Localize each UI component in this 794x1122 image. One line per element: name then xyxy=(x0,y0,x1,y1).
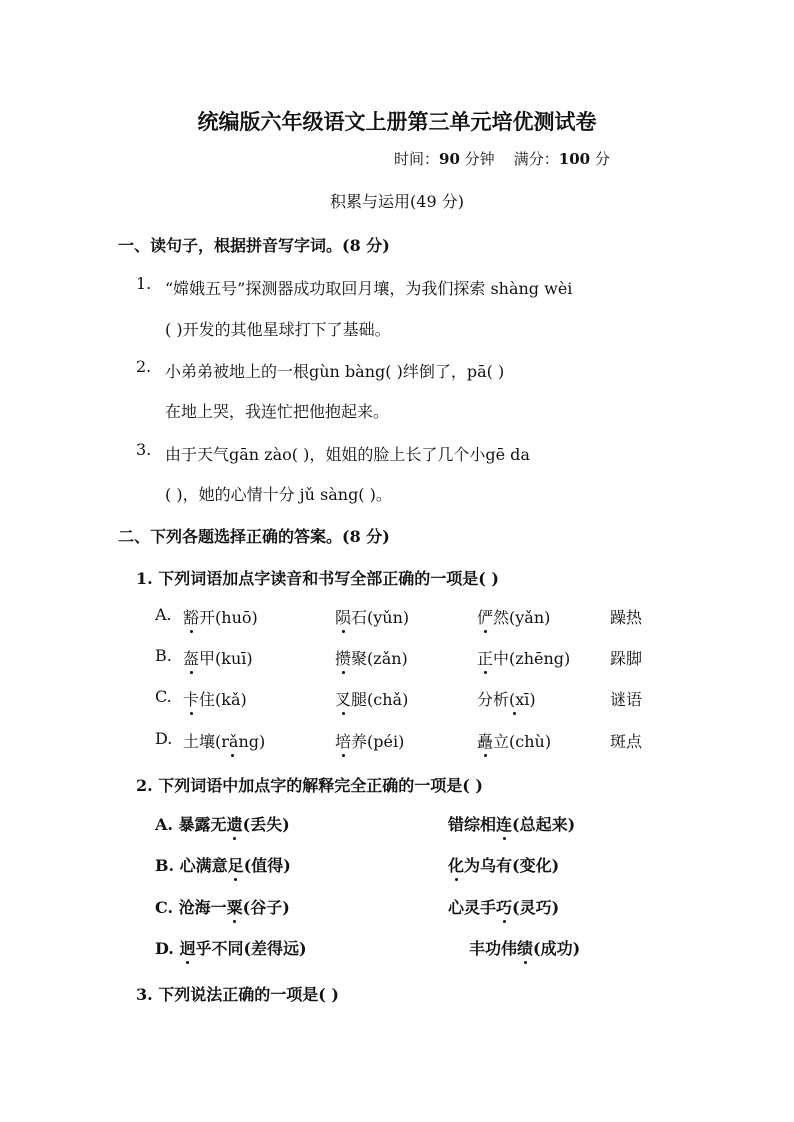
option-word: 土壤(rǎng) xyxy=(183,729,265,752)
s2-q3-stem: 3. 下列说法正确的一项是( ) xyxy=(136,985,339,1004)
s1-q3-line2: ( )，她的心情十分 jǔ sàng( )。 xyxy=(165,485,392,504)
exam-meta xyxy=(394,148,610,169)
option-b-right: 化为乌有(变化) xyxy=(448,853,559,876)
option-word: 谜语 xyxy=(610,690,643,709)
dotted-char: 陨 xyxy=(335,605,351,628)
score-unit: 分 xyxy=(594,150,610,168)
option-label: A. xyxy=(155,605,172,624)
dotted-char: 壤(rǎng) xyxy=(199,729,265,752)
s2-q1-stem: 1. 下列词语加点字读音和书写全部正确的一项是( ) xyxy=(136,569,499,588)
dotted-char: 化 xyxy=(448,853,464,876)
dotted-char: 盔 xyxy=(183,646,199,669)
option-word: 跺脚 xyxy=(610,649,643,668)
dotted-char: 迥 xyxy=(179,936,195,959)
s1-q1-line2: ( )开发的其他星球打下了基础。 xyxy=(165,320,391,339)
option-label: B. xyxy=(155,646,172,665)
option-c-left: C. 沧海一粟(谷子) xyxy=(155,895,290,918)
option-word: 俨然(yǎn) xyxy=(477,605,550,628)
option-word: 叉腿(chǎ) xyxy=(335,687,408,710)
section1-heading: 一、读句子，根据拼音写字词。(8 分) xyxy=(118,236,390,255)
section-subtitle: 积累与运用(49 分) xyxy=(330,192,464,211)
s2-q2-stem: 2. 下列词语中加点字的解释完全正确的一项是( ) xyxy=(136,776,483,795)
option-word: 盔甲(kuī) xyxy=(183,646,253,669)
option-word: 斑点 xyxy=(610,732,643,751)
dotted-char: 俨 xyxy=(477,605,493,628)
time-unit: 分钟 xyxy=(464,150,495,168)
dotted-char: 析(xī) xyxy=(493,687,536,710)
option-word: 攒聚(zǎn) xyxy=(335,646,408,669)
option-word: 正中(zhēng) xyxy=(477,646,570,669)
s1-q3-line1: 由于天气gān zào( )，姐姐的脸上长了几个小gē da xyxy=(165,445,530,464)
s1-q1-number: 1. xyxy=(136,274,152,293)
option-d-right: 丰功伟绩(成功) xyxy=(469,936,580,959)
dotted-char: 豁 xyxy=(183,605,199,628)
option-word: 陨石(yǔn) xyxy=(335,605,409,628)
option-a-left: A. 暴露无遗(丢失) xyxy=(155,812,290,835)
dotted-char: 巧 xyxy=(496,895,512,918)
option-c-right: 心灵手巧(灵巧) xyxy=(448,895,559,918)
section2-heading: 二、下列各题选择正确的答案。(8 分) xyxy=(118,527,390,546)
s1-q2-number: 2. xyxy=(136,357,152,376)
option-word: 分析(xī) xyxy=(477,687,536,710)
s1-q2-line1: 小弟弟被地上的一根gùn bàng( )绊倒了，pā( ) xyxy=(165,362,505,381)
option-d-left: D. 迥乎不同(差得远) xyxy=(155,936,307,959)
dotted-char: 足 xyxy=(228,853,244,876)
option-word: 培养(péi) xyxy=(335,729,404,752)
option-word: 矗立(chù) xyxy=(477,729,551,752)
dotted-char: 攒 xyxy=(335,646,351,669)
dotted-char: 绩 xyxy=(517,936,533,959)
score-value: 100 xyxy=(558,150,591,168)
score-label: 满分： xyxy=(513,150,559,168)
dotted-char: 卡 xyxy=(183,687,199,710)
option-b-left: B. 心满意足(值得) xyxy=(155,853,291,876)
option-a-right: 错综相连(总起来) xyxy=(448,812,575,835)
dotted-char: 连 xyxy=(496,812,512,835)
dotted-char: 遗 xyxy=(227,812,243,835)
dotted-char: 粟 xyxy=(227,895,243,918)
option-label: D. xyxy=(155,729,173,748)
option-word: 豁开(huō) xyxy=(183,605,258,628)
option-word: 卡住(kǎ) xyxy=(183,687,247,710)
dotted-char: 矗 xyxy=(477,729,493,752)
dotted-char: 培 xyxy=(335,729,351,752)
time-label: 时间： xyxy=(394,150,440,168)
s1-q3-number: 3. xyxy=(136,440,152,459)
s1-q2-line2: 在地上哭，我连忙把他抱起来。 xyxy=(165,402,390,421)
option-label: C. xyxy=(155,687,172,706)
option-word: 躁热 xyxy=(610,608,643,627)
dotted-char: 叉 xyxy=(335,687,351,710)
dotted-char: 正 xyxy=(477,646,493,669)
page-title: 统编版六年级语文上册第三单元培优测试卷 xyxy=(197,110,597,134)
time-value: 90 xyxy=(439,150,460,168)
s1-q1-line1: “嫦娥五号”探测器成功取回月壤，为我们探索 shàng wèi xyxy=(165,279,573,298)
